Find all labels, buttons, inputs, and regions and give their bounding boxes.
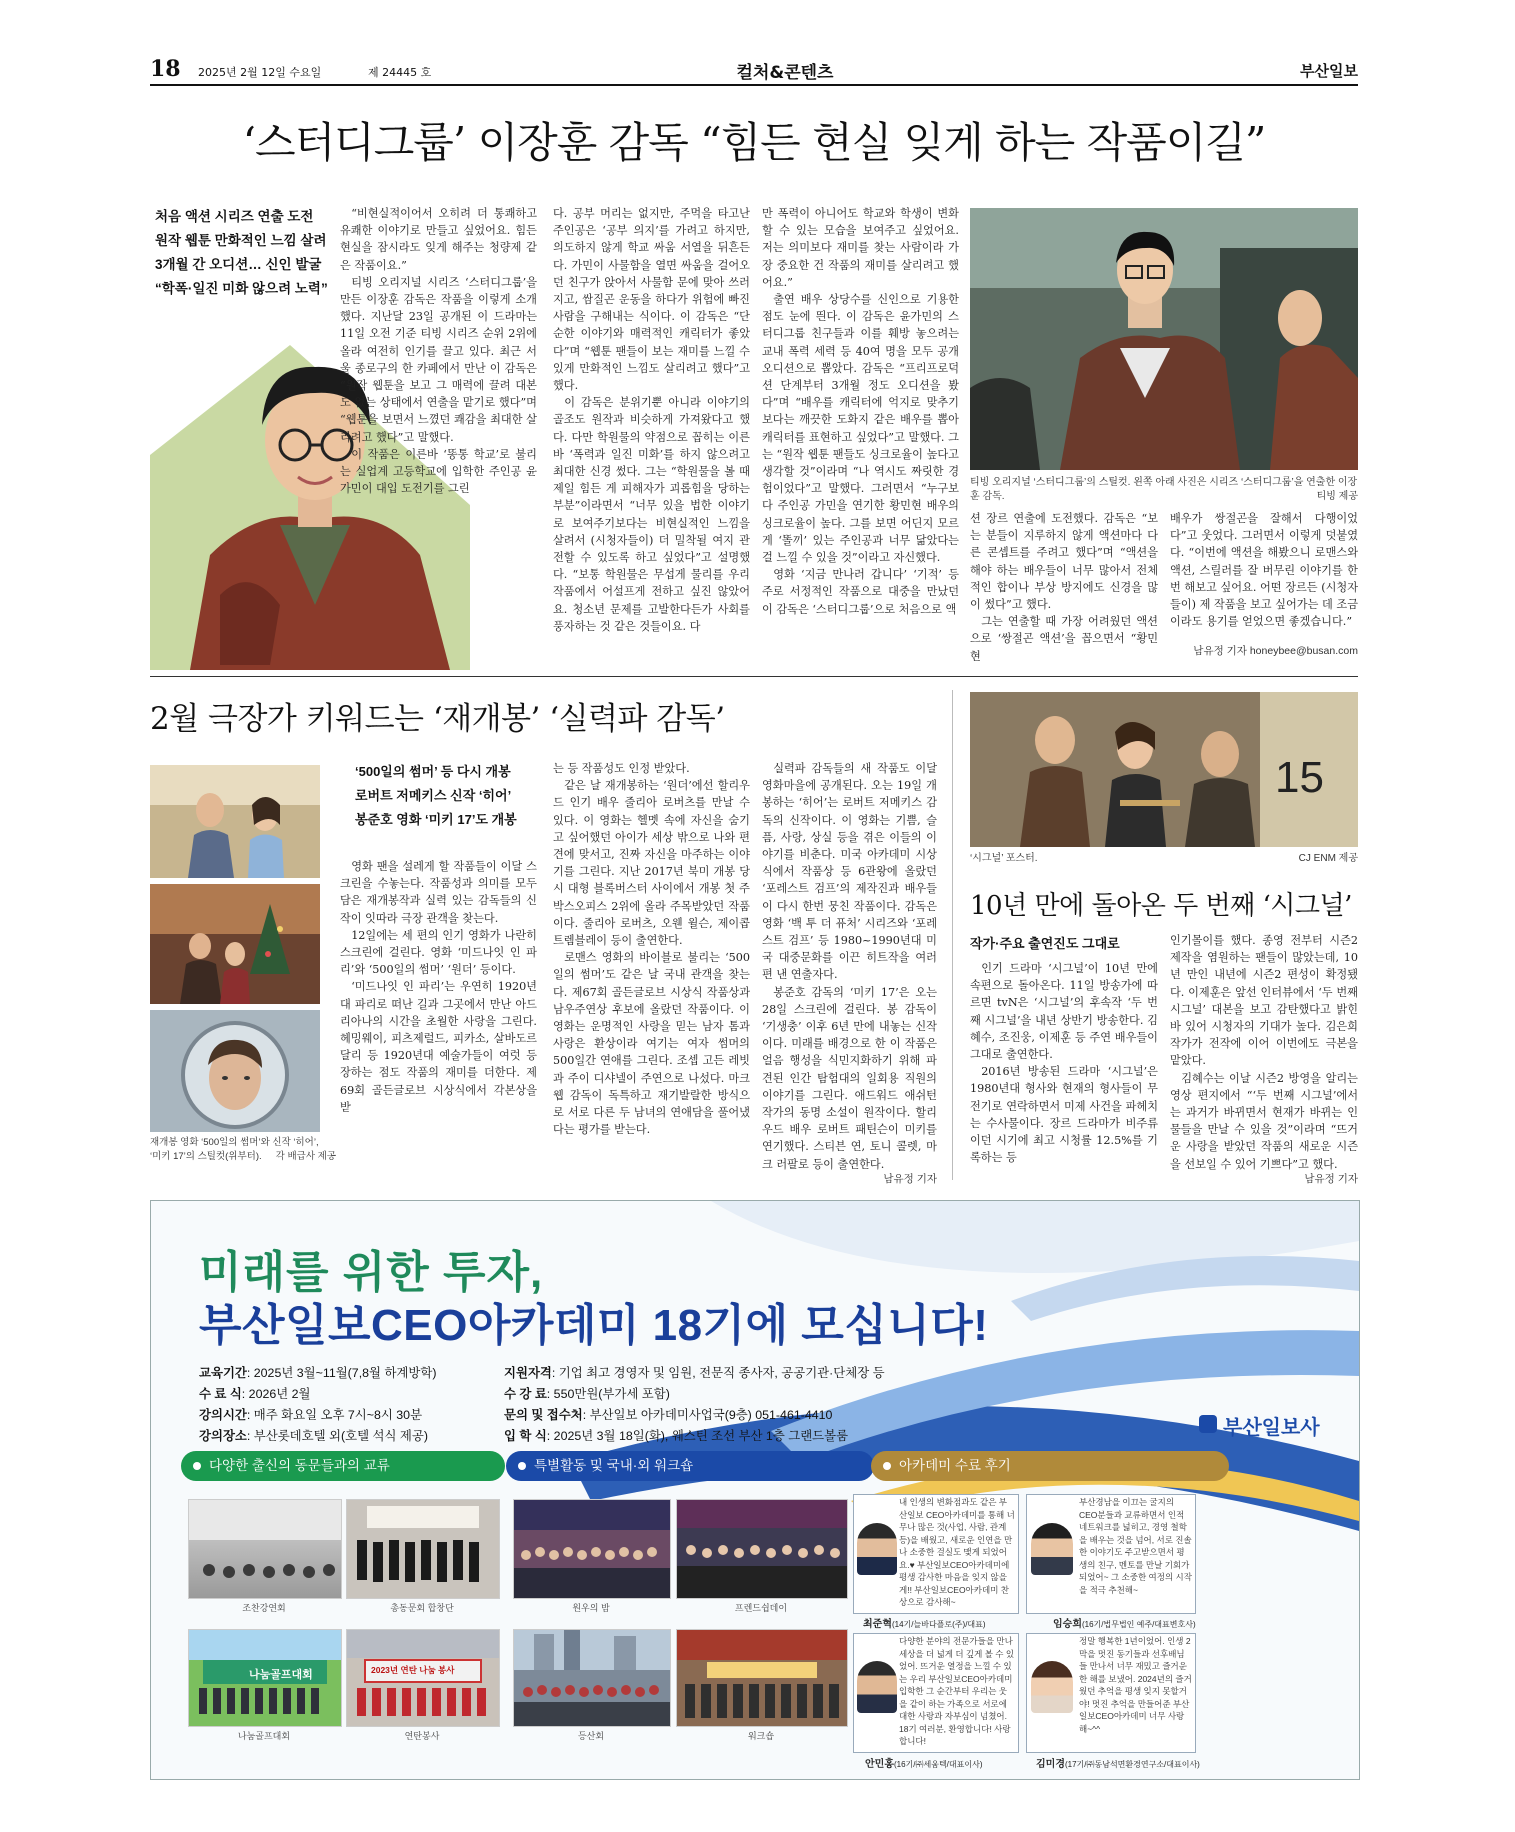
ad-info-key: 지원자격 [504,1366,552,1380]
studygroup-photo-credit: 티빙 제공 [1316,491,1358,502]
review-text: 부산경남을 이끄는 굴지의 CEO분들과 교류하면서 인적 네트워크를 넓히고, 경영 철학을 배우는 것을 넘어, 서로 진솔한 이야기도 주고받으면서 평생의 친구, 멘토를 만날 기회가 되었어~ 그 소중한 여정의 시작을 적극 추천해~ [1079,1497,1192,1595]
logo-mark-icon [1199,1415,1217,1433]
ad-info-key: 교육기간 [199,1366,247,1380]
thumb-hiking-club [513,1629,671,1727]
ad-info-left [199,1363,529,1447]
ad-info-value: : 매주 화요일 오후 7시~8시 30분 [246,1408,423,1422]
article1-sub: 처음 액션 시리즈 연출 도전 [155,209,314,224]
page-number: 18 [150,56,181,82]
signal-photo-caption: ‘시그널’ 포스터. [970,853,1038,864]
reviewer-org: (16기/법무법인 예주/대표변호사) [1081,1620,1196,1629]
movie-still-mickey17 [150,1010,320,1132]
ad-info-row [199,1363,529,1384]
ad-info-value: : 550만원(부가세 포함) [546,1387,670,1401]
ad-title-line2: 부산일보CEO아카데미 18기에 모십니다! [199,1301,989,1350]
thumb-caption: 연탄봉사 [404,1731,440,1741]
paragraph: 봉준호 감독의 ‘미키 17’은 오는 28일 스크린에 걸린다. 봉 감독이 ‘기생충’ 이후 6년 만에 내놓는 신작이다. 미래를 배경으로 한 이 작품은 얼음 행성을 식민지화하기 위해 파견된 인간 탐험대의 일회용 직원의 이야기를 그린다. 애드워드 애쉬턴 작가의 동명 소설이 원작이다. 할리우드 배우 로버트 패틴슨이 미키를 연기했다. 스티븐 연, 토니 콜렛, 마크 러팔로 등이 출연한다. [762,985,937,1171]
reviewer-name [865,1755,982,1770]
ad-info-key: 강의장소 [199,1429,247,1443]
ad-info-row [504,1426,1024,1447]
review-text: 다양한 분야의 전문가들을 만나 세상을 더 넓게 더 깊게 볼 수 있었어. 뜨거운 열정을 느낄 수 있는 우리 부산일보CEO아카데미 입학한 그 순간부터 우리는 웃을 같이 하는 가족으로 서로에 대한 사랑과 자부심이 넘쳤어. 18기 여러분, 환영합니다! 사랑합니다! [899,1636,1015,1746]
paragraph: 이 작품은 이른바 ‘똥통 학교’로 불리는 실업계 고등학교에 입학한 주인공 윤가민이 대입 도전기를 그린 [340,447,537,496]
reviewer-name-text: 안민홍 [865,1759,894,1770]
thumb-caption: 등산회 [577,1731,605,1741]
reviewer-photo [857,1523,897,1575]
thumb-breakfast-lecture [188,1499,342,1599]
paragraph: 그는 연출할 때 가장 어려웠던 액션으로 ‘쌍절곤 액션’을 꼽으면서 “황민현 [970,615,1158,663]
article1-col5 [1170,510,1358,630]
paragraph: 2016년 방송된 드라마 ‘시그널’은 1980년대 형사와 현재의 형사들이 무전기로 연락하면서 미제 사건을 파헤치는 수사물이다. 장르 드라마가 비주류이던 시기에 최고 시청률 12.5%를 기록하는 등 [970,1065,1158,1165]
thumb-caption: 원우의 밤 [572,1603,610,1613]
divider [150,676,1358,677]
reviewer-photo [1031,1661,1073,1713]
thumb-choir [346,1499,500,1599]
studygroup-photo-caption: 티빙 오리지널 ‘스터디그룹’의 스틸컷. 왼쪽 아래 사진은 시리즈 ‘스터디그룹’을 연출한 이장훈 감독. [970,477,1358,502]
thumb-members-night [513,1499,671,1599]
ad-info-row [504,1384,1024,1405]
article3-headline: 10년 만에 돌아온 두 번째 ‘시그널’ [970,891,1352,921]
article1-sub: 3개월 간 오디션… 신인 발굴 [155,257,322,272]
article3-byline: 남유정 기자 [1304,1173,1358,1185]
ad-info-row [504,1405,1024,1426]
article1-headline: ‘스터디그룹’ 이장훈 감독 “힘든 현실 잊게 하는 작품이길” [242,118,1266,167]
paragraph: 같은 날 재개봉하는 ‘원더’에선 할리우드 인기 배우 줄리아 로버츠를 만날 수 있다. 이 영화는 헬멧 속에 자신을 숨기고 싶어했던 아이가 세상 밖으로 나와 편견에 맞서고, 진짜 자신을 마주하는 이야기를 그린다. 지난 2017년 북미 개봉 당시 대형 블록버스터 사이에서 개봉 첫 주 박스오피스 2위에 올라 주목받았던 작품이다. 줄리아 로버츠, 오웬 윌슨, 제이콥 트렘블레이 등이 출연한다. [553,779,750,948]
golf-banner-text: 나눔골프대회 [249,1669,313,1681]
reviewer-name-text: 임승희 [1053,1619,1082,1630]
ad-section-alumni: 다양한 출신의 동문들과의 교류 [181,1451,505,1481]
article2-col2 [553,760,750,1138]
paragraph: “비현실적이어서 오히려 더 통쾌하고 유쾌한 이야기로 만들고 싶었어요. 힘든 현실을 잠시라도 잊게 해주는 청량제 같은 작품이요.” [340,207,537,272]
paragraph: ‘미드나잇 인 파리’는 우연히 1920년대 파리로 떠난 길과 그곳에서 만난 아드리아나의 시간을 초월한 사랑을 그린다. 헤밍웨이, 피츠제럴드, 피카소, 살바도르 달리 등 1920년대 예술가들이 여럿 등장하는 점도 작품의 재미를 더한다. 제69회 골든글로브 시상식에서 각본상을 받 [340,980,537,1114]
reviewer-photo [857,1661,897,1713]
studygroup-still-photo [970,208,1358,470]
article1-col2 [553,205,750,635]
ad-info-row [504,1363,1024,1384]
movie-still-500days [150,765,320,878]
paragraph: 영화 팬을 설레게 할 작품들이 이달 스크린을 수놓는다. 작품성과 의미를 모두 담은 재개봉작과 실력 있는 감독들의 신작이 잇따라 극장 관객을 찾는다. [340,860,537,925]
paper-name: 부산일보 [1300,62,1358,80]
article1-byline: 남유정 기자 honeybee@busan.com [1193,645,1358,657]
volunteer-banner-text: 2023년 연탄 나눔 봉사 [371,1665,455,1675]
paragraph: 다. 공부 머리는 없지만, 주먹을 타고난 주인공은 ‘공부 의지’를 가려고 하지만, 의도하지 않게 학교 싸움 서열을 뒤흔든다. 가민이 사물함을 열면 싸움을 걸어오던 친구가 앉아서 사물함 문에 맞아 쓰러지고, 쌈질곤 운동을 하다가 위험에 빠진 사람을 구해내는 식이다. 이 감독은 “단순한 이야기와 매력적인 캐릭터가 좋았다”며 “웹툰 팬들이 보는 재미를 느낄 수 있게 만화적인 느낌도 살리려고 했다”고 했다. [553,207,750,393]
article3-col2 [1170,932,1358,1173]
svg-text:15: 15 [1275,753,1324,802]
paragraph: 출연 배우 상당수를 신인으로 기용한 점도 눈에 띈다. 이 감독은 윤가민의 스터디그룹 친구들과 이를 훼방 놓으려는 교내 폭력 세력 등 40여 명을 모두 공개 오디션으로 뽑았다. 감독은 “프리프로덕션 단계부터 3개월 정도 오디션을 봤다”며 “배우를 캐릭터에 억지로 맞추기보다는 깨끗한 도화지 같은 배우를 뽑아 캐릭터를 표현하고 싶었다”고 말했다. 그는 “원작 웹툰 팬들도 싱크로율이 높다고 생각할 것”이라며 “나 역시도 짜릿한 경험이었다”고 말했다. 그러면서 “누구보다 주인공 가민을 연기한 황민현 배우의 싱크로율이 높다. 그를 보면 어딘지 모르게 ‘똘끼’ 있는 주인공과 너무 닮았다는 걸 느낄 수 있을 것”이라고 자신했다. [762,293,959,565]
page-header [150,56,1358,84]
reviewer-name [1053,1615,1196,1630]
ad-info-right [504,1363,1024,1447]
paragraph: 영화 ‘지금 만나러 갑니다’ ‘기적’ 등 주로 서정적인 작품으로 대중을 만났던 이 감독은 ‘스터디그룹’으로 처음으로 액 [762,568,959,616]
article3-col1 [970,960,1158,1166]
thumb-caption: 프렌드쉽데이 [734,1603,788,1613]
thumb-caption: 워크숍 [747,1731,775,1741]
ad-info-value: : 2025년 3월~11월(7,8월 하계방학) [246,1366,437,1380]
ad-info-key: 강의시간 [199,1408,247,1422]
reviewer-org: (17기/㈜동남석면환경연구소/대표이사) [1064,1760,1200,1769]
review-text: 내 인생의 변화점과도 같은 부산일보 CEO아카데미를 통해 너무나 많은 것(사업, 사람, 관계 등)을 배웠고, 새로운 인연을 만나 소중한 걸실도 맺게 되었어요.♥ 부산일보CEO아카데미에 평생 감사한 마음을 잊지 않을게!! 부산일보CEO아카데미 찬상으로 감사해~ [899,1497,1015,1607]
reviewer-name-text: 최준혁 [863,1619,892,1630]
reviewer-photo [1031,1523,1073,1575]
reviewer-org: (16기/㈜세움텍/대표이사) [893,1760,983,1769]
ad-info-key: 수 료 식 [199,1387,242,1401]
article2-col3 [762,760,937,1173]
article1-sub: 원작 웹툰 만화적인 느낌 살려 [155,233,327,248]
ad-info-key: 문의 및 접수처 [504,1408,583,1422]
article2-photo-credit: 각 배급사 제공 [275,1151,336,1162]
ceo-academy-ad [150,1200,1360,1780]
header-rule [150,84,1358,86]
movie-still-here [150,884,320,1004]
ad-info-value: : 부산일보 아카데미사업국(9층) 051-461-4410 [582,1408,833,1422]
ad-info-row [199,1384,529,1405]
review-text: 정말 행복한 1년이었어. 인생 2막을 멋진 동기들과 선후배님들 만나서 너무 재밌고 즐거운 한 해를 보냈어. 2024년의 즐거웠던 추억을 평생 잊지 못할거야! 멋진 추억을 만들어준 부산일보CEO아카데미 너무 사랑해~^^ [1079,1636,1192,1734]
divider [952,690,953,1180]
ad-info-value: : 기업 최고 경영자 및 임원, 전문직 종사자, 공공기관·단체장 등 [551,1366,885,1380]
issue-date: 2025년 2월 12일 수요일 [198,66,322,79]
ad-info-value: : 부산롯데호텔 외(호텔 석식 제공) [246,1429,428,1443]
ad-section-activities: 특별활동 및 국내·외 워크숍 [506,1451,874,1481]
article2-headline: 2월 극장가 키워드는 ‘재개봉’ ‘실력파 감독’ [150,701,725,737]
signal-poster [970,692,1358,847]
reviewer-name-text: 김미경 [1036,1759,1065,1770]
paragraph: 이 감독은 분위기뿐 아니라 이야기의 골조도 원작과 비슷하게 가져왔다고 했다. 다만 학원물의 약점으로 꼽히는 이른바 ‘폭력과 일진 미화’를 하지 않으려고 최대한 신경 썼다. 그는 “학원물을 볼 때 제일 힘든 게 피해자가 괴롭힘을 당하는 부분”이라면서 “너무 있을 법한 이야기로 보여주기보다는 비현실적인 느낌을 살려서 (시청자들이) 더 밀착될 여지 관전할 수 있도록 하고 싶었다”고 설명했다. “보통 학원물은 무섭게 물리를 우리 작품에서 어설프게 전하고 싶진 않았어요. 청소년 문제를 고발한다든가 사회를 풍자하는 것 같은 것들이요. 다 [553,396,750,633]
paragraph: 만 폭력이 아니어도 학교와 학생이 변화할 수 있는 모습을 보여주고 싶었어요. 저는 의미보다 재미를 찾는 사람이라 가장 중요한 건 작품의 재미를 살리려고 했어요.” [762,207,959,289]
ad-title-line1: 미래를 위한 투자, [199,1248,544,1297]
article1-sub: “학폭·일진 미화 않으려 노력” [155,281,328,296]
thumb-charity-golf [188,1629,342,1727]
paragraph: 인기몰이를 했다. 종영 전부터 시즌2 제작을 염원하는 팬들이 많았는데, 10년 만인 내년에 시즌2 편성이 확정됐다. 이제훈은 앞선 인터뷰에서 ‘두 번째 시그널’ 대본을 보고 감탄했다고 밝힌 바 있어 시청자의 기대가 높다. 김은희 작가가 전작에 이어 이번에도 극본을 맡았다. [1170,934,1358,1068]
article1-col4 [970,510,1158,665]
ad-section-reviews: 아카데미 수료 후기 [871,1451,1229,1481]
paragraph: 션 장르 연출에 도전했다. 감독은 “보는 분들이 지루하지 않게 액션마다 다른 콘셉트를 주려고 했다”며 “액션을 해야 하는 배우들이 너무 많아서 전체적인 합이나 부상 방지에도 신경을 많이 썼다”고 했다. [970,512,1158,612]
ad-info-row [199,1426,529,1447]
reviewer-org: (14기/늘바다플로(주)/대표) [891,1620,986,1629]
paragraph: 배우가 쌍절곤을 잘해서 다행이었다”고 웃었다. 그러면서 이렇게 덧붙였다. “이번에 액션을 해봤으니 로맨스와 액션, 스릴러를 잘 버무린 이야기를 한번 해보고 싶어요. 어떤 장르든 (시청자들이) 제 작품을 보고 싶어가는 데 조금이라도 용기를 얻었으면 좋겠습니다.” [1170,512,1358,629]
thumb-caption: 총동문회 합창단 [390,1603,454,1613]
paragraph: 실력파 감독들의 새 작품도 이달 영화마을에 공개된다. 오는 19일 개봉하는 ‘히어’는 로버트 저메키스 감독의 신작이다. 이 영화는 기쁨, 슬픔, 사랑, 상실 등을 겪은 이들의 이야기를 비춘다. 미국 아카데미 시상식에서 작품상 등 6관왕에 올랐던 ‘포레스트 검프’의 제작진과 배우들이 다시 한번 뭉친 작품이다. 감독은 영화 ‘백 투 더 퓨처’ 시리즈와 ‘포레스트 검프’ 등 1980~1990년대 미국 대중문화를 이끈 히트작을 여러 편 낸 연출자다. [762,762,937,982]
article2-sub: ‘500일의 썸머’ 등 다시 개봉 [355,764,511,779]
paragraph: 김혜수는 이날 시즌2 방영을 알리는 영상 편지에서 “‘두 번째 시그널’에서는 과거가 바뀌면서 현재가 바뀌는 인물들을 만날 수 있을 것”이라며 “뜨거운 사랑을 받았던 작품의 새로운 시즌을 선보일 수 있어 기쁘다”고 했다. [1170,1071,1358,1171]
ad-info-value: : 2025년 3월 18일(화), 웨스틴 조선 부산 1층 그랜드볼룸 [546,1429,849,1443]
ad-info-row [199,1405,529,1426]
ad-info-key: 수 강 료 [504,1387,547,1401]
paragraph: 로맨스 영화의 바이블로 불리는 ‘500일의 썸머’도 같은 날 국내 관객을 찾는다. 제67회 골든글로브 시상식 작품상과 남우주연상 후보에 올랐던 작품이다. 이 영화는 운명적인 사랑을 믿는 남자 톰과 사랑은 환상이라 여기는 여자 썸머의 500일간 연애를 그린다. 조셉 고든 레빗과 주이 디샤넬이 주연으로 나섰다. 마크 웹 감독이 독특하고 재기발랄한 방식으로 서로 다른 두 남녀의 연애담을 풀어냈다는 평가를 받는다. [553,951,750,1137]
ad-info-key: 입 학 식 [504,1429,547,1443]
article2-col1 [340,858,537,1116]
thumb-caption: 조찬강연회 [242,1603,286,1613]
ad-info-value: : 2026년 2월 [241,1387,311,1401]
reviewer-name [1036,1755,1200,1770]
article1-col1 [340,205,537,497]
reviewer-name [863,1615,986,1630]
signal-photo-credit: CJ ENM 제공 [1298,853,1358,864]
article1-col3 [762,205,959,618]
thumb-friendship-day [676,1499,848,1599]
thumb-caption: 나눔골프대회 [237,1731,291,1741]
paragraph: 인기 드라마 ‘시그널’이 10년 만에 속편으로 돌아온다. 11일 방송가에 따르면 tvN은 ‘시그널’의 후속작 ‘두 번째 시그널’을 내년 상반기 방송한다. 김혜수, 조진웅, 이제훈 등 주연 배우들이 그대로 출연한다. [970,962,1158,1062]
article2-photo-caption: 재개봉 영화 ‘500일의 썸머’와 신작 ‘히어’, ‘미키 17’의 스틸컷(위부터). [150,1137,319,1162]
article3-sub: 작가·주요 출연진도 그대로 [970,936,1120,951]
thumb-briquette-volunteer [346,1629,500,1727]
section-name: 컬처&콘텐츠 [736,63,834,83]
paragraph: 12일에는 세 편의 인기 영화가 나란히 스크린에 걸린다. 영화 ‘미드나잇 인 파리’와 ‘500일의 썸머’ ‘원더’ 등이다. [340,928,537,977]
article2-sub: 봉준호 영화 ‘미키 17’도 개봉 [355,812,517,827]
paragraph: 는 등 작품성도 인정 받았다. [553,762,690,775]
logo-text: 부산일보사 [1223,1417,1320,1439]
thumb-workshop [676,1629,848,1727]
article2-byline: 남유정 기자 [883,1173,937,1185]
article2-sub: 로버트 저메키스 신작 ‘히어’ [355,788,512,803]
paragraph: 티빙 오리지널 시리즈 ‘스터디그룹’을 만든 이장훈 감독은 작품을 이렇게 소개했다. 지난달 23일 공개된 이 드라마는 11일 오전 기준 티빙 시리즈 순위 2위에 올라 여전히 인기를 끌고 있다. 최근 서울 종로구의 한 카페에서 만난 이 감독은 “원작 웹툰을 보고 그 매력에 끌려 대본도 없는 상태에서 연출을 맡기로 했다”며 “웹툰을 보면서 느꼈던 쾌감을 최대한 살리려고 했다”고 말했다. [340,275,537,444]
issue-number: 제 24445 호 [368,66,432,79]
